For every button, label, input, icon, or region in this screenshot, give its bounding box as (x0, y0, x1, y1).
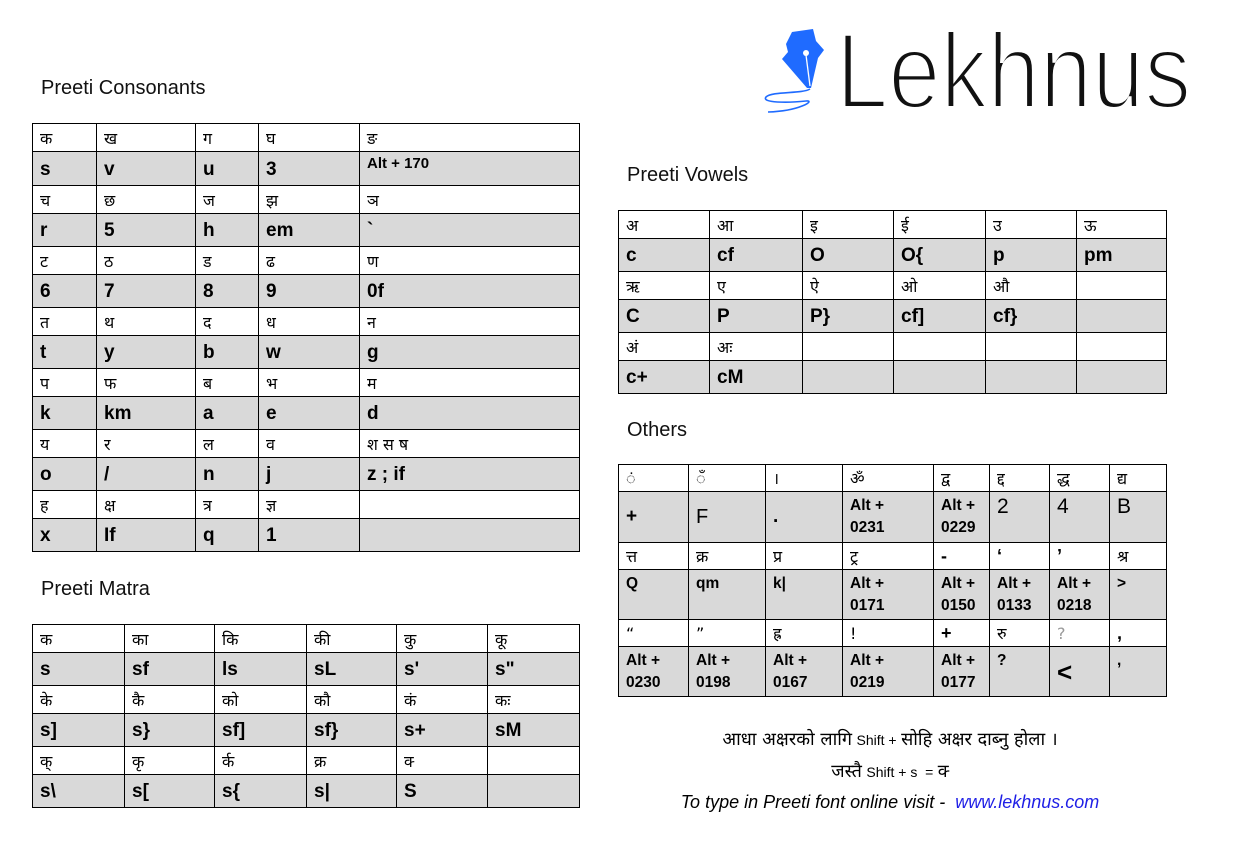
preeti-key: 1 (259, 519, 360, 552)
key-row (619, 361, 1167, 394)
matra-glyph: कं (397, 686, 488, 714)
preeti-key: ls (215, 653, 307, 686)
preeti-key: a (196, 397, 259, 430)
other-glyph: ट्र (843, 543, 934, 570)
preeti-key: g (360, 336, 580, 369)
alt-code: Alt + 0229 (941, 497, 976, 536)
shift-key-label: Shift + s = (866, 764, 934, 780)
key-row (33, 336, 580, 369)
preeti-key (894, 361, 986, 394)
preeti-key: k (33, 397, 97, 430)
preeti-key (766, 647, 843, 697)
note-text: आधा अक्षरको लागि (722, 729, 853, 750)
consonant-glyph: न (360, 308, 580, 336)
consonant-glyph: म (360, 369, 580, 397)
other-glyph: ‘ (990, 543, 1050, 570)
glyph-row (33, 124, 580, 152)
preeti-key: s (33, 653, 125, 686)
vowel-glyph (894, 333, 986, 361)
vowel-glyph: ऋ (619, 272, 710, 300)
other-glyph: ’ (1050, 543, 1110, 570)
preeti-key: sf] (215, 714, 307, 747)
key-row (619, 647, 1167, 697)
preeti-key: cf] (894, 300, 986, 333)
alt-code: Alt + 0230 (626, 652, 661, 691)
consonant-glyph: य (33, 430, 97, 458)
vowel-glyph: ए (710, 272, 803, 300)
vowels-heading: Preeti Vowels (627, 164, 749, 186)
preeti-key: O{ (894, 239, 986, 272)
vowel-glyph (1077, 272, 1167, 300)
vowel-glyph: ऐ (803, 272, 894, 300)
matra-glyph: कु (397, 625, 488, 653)
glyph-row (619, 272, 1167, 300)
preeti-key: If (97, 519, 196, 552)
preeti-key: 4 (1050, 492, 1110, 543)
preeti-key: d (360, 397, 580, 430)
preeti-key: z ; if (360, 458, 580, 491)
matra-table (32, 624, 580, 808)
matra-glyph: कः (488, 686, 580, 714)
consonant-glyph: द (196, 308, 259, 336)
other-glyph: द्य (1110, 465, 1167, 492)
preeti-key: s\ (33, 775, 125, 808)
vowel-glyph: आ (710, 211, 803, 239)
consonant-glyph: श स ष (360, 430, 580, 458)
consonant-glyph: प (33, 369, 97, 397)
brand-name: Lekhnus (836, 10, 1192, 131)
key-row (619, 570, 1167, 620)
key-row (33, 152, 580, 186)
other-glyph: ह्र (766, 620, 843, 647)
matra-glyph: कै (125, 686, 215, 714)
example-note (640, 759, 1140, 783)
consonant-glyph: त्र (196, 491, 259, 519)
visit-text: To type in Preeti font online visit - (680, 792, 951, 812)
preeti-key (689, 647, 766, 697)
consonant-glyph: थ (97, 308, 196, 336)
vowel-glyph (803, 333, 894, 361)
preeti-key: 3 (259, 152, 360, 186)
glyph-row (619, 211, 1167, 239)
matra-glyph: क (33, 625, 125, 653)
matra-glyph: क् (33, 747, 125, 775)
consonant-glyph: झ (259, 186, 360, 214)
preeti-key: y (97, 336, 196, 369)
matra-glyph (488, 747, 580, 775)
preeti-key: pm (1077, 239, 1167, 272)
matra-glyph: कि (215, 625, 307, 653)
key-row (619, 300, 1167, 333)
logo (760, 25, 840, 120)
other-glyph: द्व (934, 465, 990, 492)
visit-line (640, 792, 1140, 813)
vowels-table (618, 210, 1167, 394)
key-row (33, 397, 580, 430)
preeti-key: sf (125, 653, 215, 686)
glyph-row (33, 491, 580, 519)
matra-glyph: के (33, 686, 125, 714)
vowel-glyph: अ (619, 211, 710, 239)
preeti-key: sL (307, 653, 397, 686)
vowel-glyph (986, 333, 1077, 361)
matra-glyph: कौ (307, 686, 397, 714)
preeti-key: j (259, 458, 360, 491)
consonant-glyph: ठ (97, 247, 196, 275)
preeti-key: w (259, 336, 360, 369)
preeti-key (803, 361, 894, 394)
glyph-row (33, 686, 580, 714)
consonant-glyph: ल (196, 430, 259, 458)
preeti-key: 2 (990, 492, 1050, 543)
preeti-key: v (97, 152, 196, 186)
alt-code: Alt + 0219 (850, 652, 885, 691)
preeti-key: s} (125, 714, 215, 747)
preeti-key: s+ (397, 714, 488, 747)
preeti-key: s] (33, 714, 125, 747)
preeti-key (488, 775, 580, 808)
preeti-key: o (33, 458, 97, 491)
consonants-table (32, 123, 580, 552)
shift-key-label: Shift + (856, 732, 897, 748)
consonant-glyph: ट (33, 247, 97, 275)
preeti-key: ` (360, 214, 580, 247)
preeti-key: qm (689, 570, 766, 620)
matra-glyph: कृ (125, 747, 215, 775)
consonant-glyph: व (259, 430, 360, 458)
preeti-key: s' (397, 653, 488, 686)
other-glyph: द्द (990, 465, 1050, 492)
key-row (33, 275, 580, 308)
matra-glyph: का (125, 625, 215, 653)
others-heading: Others (627, 419, 688, 441)
key-row (619, 492, 1167, 543)
preeti-key: P} (803, 300, 894, 333)
key-row (33, 714, 580, 747)
consonant-glyph (360, 491, 580, 519)
consonant-glyph: त (33, 308, 97, 336)
preeti-key: p (986, 239, 1077, 272)
preeti-key: em (259, 214, 360, 247)
key-row (33, 214, 580, 247)
preeti-key: c (619, 239, 710, 272)
preeti-key: < (1050, 647, 1110, 697)
matra-heading: Preeti Matra (41, 578, 150, 600)
preeti-key: q (196, 519, 259, 552)
preeti-key: cf} (986, 300, 1077, 333)
other-glyph: । (766, 465, 843, 492)
consonants-heading: Preeti Consonants (41, 77, 206, 99)
glyph-row (33, 308, 580, 336)
consonant-glyph: ध (259, 308, 360, 336)
preeti-key: s[ (125, 775, 215, 808)
preeti-key: k| (766, 570, 843, 620)
other-glyph: ” (689, 620, 766, 647)
vowel-glyph: औ (986, 272, 1077, 300)
glyph-row (619, 465, 1167, 492)
glyph-row (619, 620, 1167, 647)
preeti-key: + (619, 492, 689, 543)
key-row (33, 458, 580, 491)
glyph-row (33, 369, 580, 397)
consonant-glyph: ज्ञ (259, 491, 360, 519)
preeti-key: u (196, 152, 259, 186)
preeti-key: B (1110, 492, 1167, 543)
preeti-key (934, 647, 990, 697)
glyph-row (33, 247, 580, 275)
alt-code: Alt + 0198 (696, 652, 731, 691)
other-glyph: “ (619, 620, 689, 647)
half-letter-note (640, 727, 1140, 751)
preeti-key: s| (307, 775, 397, 808)
preeti-key (360, 519, 580, 552)
consonant-glyph: क (33, 124, 97, 152)
glyph-row (33, 747, 580, 775)
preeti-key: h (196, 214, 259, 247)
consonant-glyph: ञ (360, 186, 580, 214)
key-row (33, 519, 580, 552)
glyph-row (619, 333, 1167, 361)
consonant-glyph: च (33, 186, 97, 214)
matra-glyph: र्क (215, 747, 307, 775)
glyph-row (33, 430, 580, 458)
preeti-key: s (33, 152, 97, 186)
other-glyph: ँ (689, 465, 766, 492)
note-text: जस्तै (831, 761, 862, 782)
lekhnus-link[interactable]: www.lekhnus.com (955, 792, 1100, 812)
preeti-key (934, 492, 990, 543)
preeti-key (934, 570, 990, 620)
preeti-key: s{ (215, 775, 307, 808)
preeti-key: n (196, 458, 259, 491)
consonant-glyph: फ (97, 369, 196, 397)
other-glyph: रु (990, 620, 1050, 647)
preeti-key: F (689, 492, 766, 543)
preeti-key (1077, 300, 1167, 333)
matra-glyph: की (307, 625, 397, 653)
preeti-key (843, 570, 934, 620)
preeti-key (843, 492, 934, 543)
consonant-glyph: र (97, 430, 196, 458)
vowel-glyph: अः (710, 333, 803, 361)
preeti-key: sM (488, 714, 580, 747)
glyph-row (619, 543, 1167, 570)
glyph-row (33, 625, 580, 653)
preeti-key: Q (619, 570, 689, 620)
preeti-key: 9 (259, 275, 360, 308)
preeti-key: / (97, 458, 196, 491)
preeti-key (1077, 361, 1167, 394)
preeti-key: > (1110, 570, 1167, 620)
preeti-key (990, 570, 1050, 620)
alt-code: Alt + 0171 (850, 575, 885, 614)
matra-glyph: क्र (307, 747, 397, 775)
alt-code: Alt + 0231 (850, 497, 885, 536)
consonant-glyph: ङ (360, 124, 580, 152)
consonant-glyph: ग (196, 124, 259, 152)
other-glyph: ! (843, 620, 934, 647)
others-table (618, 464, 1167, 697)
other-glyph: त्त (619, 543, 689, 570)
preeti-key (1050, 570, 1110, 620)
preeti-key: 6 (33, 275, 97, 308)
other-glyph: ं (619, 465, 689, 492)
alt-code: Alt + 0167 (773, 652, 808, 691)
key-row (619, 239, 1167, 272)
consonant-glyph: ड (196, 247, 259, 275)
preeti-key: . (766, 492, 843, 543)
preeti-key: C (619, 300, 710, 333)
consonant-glyph: ख (97, 124, 196, 152)
vowel-glyph: ऊ (1077, 211, 1167, 239)
preeti-key: t (33, 336, 97, 369)
consonant-glyph: घ (259, 124, 360, 152)
other-glyph: क्र (689, 543, 766, 570)
consonant-glyph: क्ष (97, 491, 196, 519)
preeti-key: 0f (360, 275, 580, 308)
matra-glyph: क्‍ (397, 747, 488, 775)
matra-glyph: को (215, 686, 307, 714)
other-glyph: , (1110, 620, 1167, 647)
other-glyph: द्ध (1050, 465, 1110, 492)
consonant-glyph: छ (97, 186, 196, 214)
other-glyph: श्र (1110, 543, 1167, 570)
vowel-glyph: ओ (894, 272, 986, 300)
glyph-row (33, 186, 580, 214)
vowel-glyph: ई (894, 211, 986, 239)
preeti-key (843, 647, 934, 697)
preeti-key: s" (488, 653, 580, 686)
consonant-glyph: ज (196, 186, 259, 214)
preeti-key: c+ (619, 361, 710, 394)
preeti-key: b (196, 336, 259, 369)
alt-code: Alt + 0133 (997, 575, 1032, 614)
preeti-key: O (803, 239, 894, 272)
preeti-key: cf (710, 239, 803, 272)
consonant-glyph: ण (360, 247, 580, 275)
preeti-key: P (710, 300, 803, 333)
vowel-glyph: इ (803, 211, 894, 239)
alt-code: Alt + 0218 (1057, 575, 1092, 614)
other-glyph: + (934, 620, 990, 647)
vowel-glyph: उ (986, 211, 1077, 239)
consonant-glyph: भ (259, 369, 360, 397)
preeti-key: cM (710, 361, 803, 394)
preeti-key: ? (990, 647, 1050, 697)
other-glyph: - (934, 543, 990, 570)
consonant-glyph: ब (196, 369, 259, 397)
alt-code: Alt + 0177 (941, 652, 976, 691)
preeti-key: x (33, 519, 97, 552)
key-row (33, 775, 580, 808)
alt-code: Alt + 0150 (941, 575, 976, 614)
preeti-key: r (33, 214, 97, 247)
note-text: क्‍ (937, 761, 949, 782)
key-row (33, 653, 580, 686)
other-glyph: ? (1050, 620, 1110, 647)
preeti-key: sf} (307, 714, 397, 747)
other-glyph: प्र (766, 543, 843, 570)
consonant-glyph: ह (33, 491, 97, 519)
note-text: सोहि अक्षर दाब्नु होला । (901, 729, 1058, 750)
preeti-key: S (397, 775, 488, 808)
vowel-glyph: अं (619, 333, 710, 361)
preeti-key: km (97, 397, 196, 430)
preeti-key: Alt + 170 (360, 152, 580, 186)
other-glyph: ॐ (843, 465, 934, 492)
fountain-pen-nib-icon (760, 25, 840, 120)
preeti-key: 5 (97, 214, 196, 247)
matra-glyph: कू (488, 625, 580, 653)
preeti-key: 7 (97, 275, 196, 308)
consonant-glyph: ढ (259, 247, 360, 275)
preeti-key (619, 647, 689, 697)
preeti-key: 8 (196, 275, 259, 308)
preeti-key: , (1110, 647, 1167, 697)
preeti-key: e (259, 397, 360, 430)
preeti-key (986, 361, 1077, 394)
vowel-glyph (1077, 333, 1167, 361)
